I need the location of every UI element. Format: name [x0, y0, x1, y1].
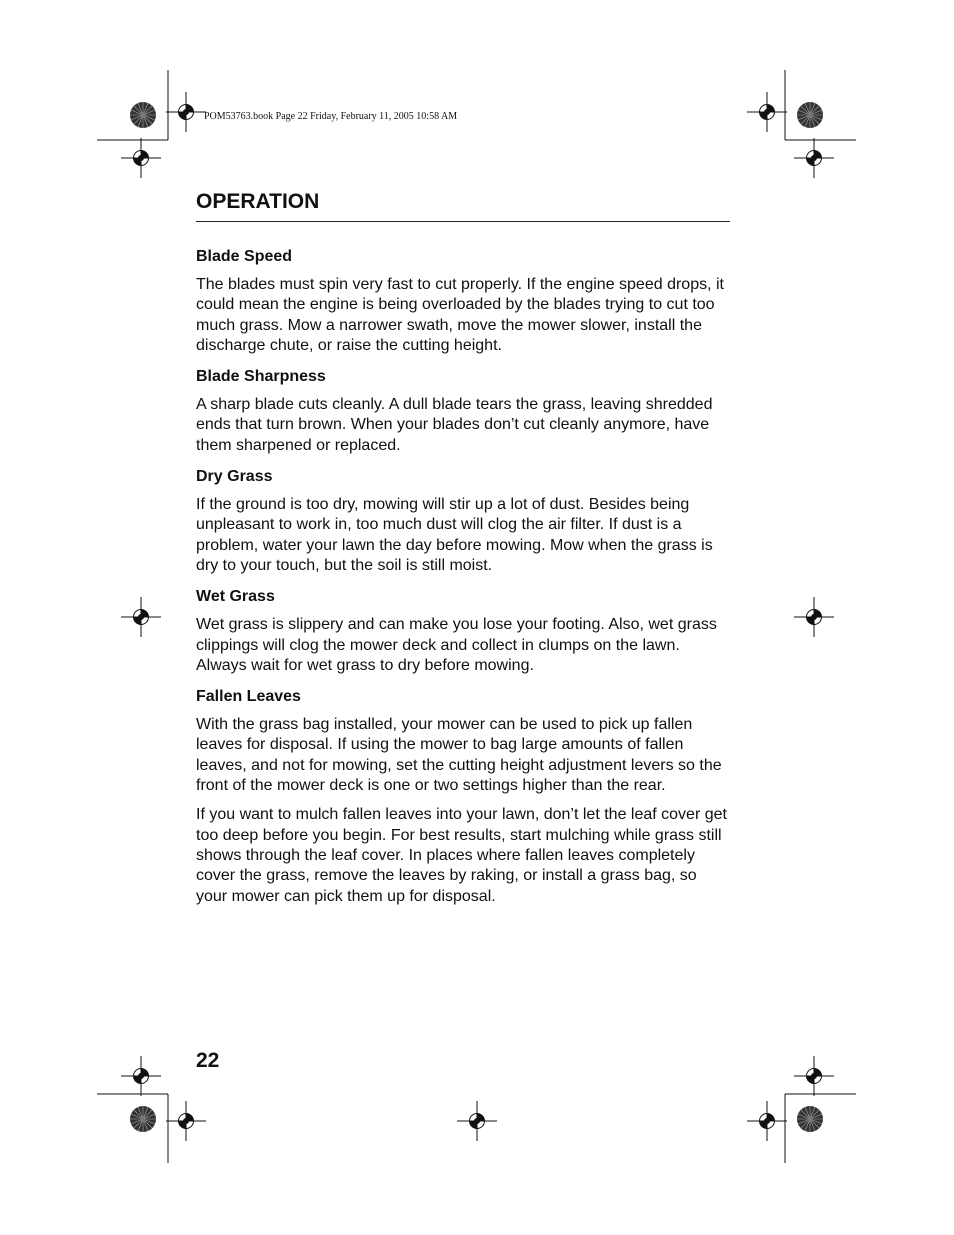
topic-fallen-leaves — [196, 687, 730, 907]
page-number: 22 — [196, 1049, 220, 1072]
page-content — [196, 188, 730, 907]
section-title: OPERATION — [196, 188, 730, 222]
topic-blade-speed — [196, 247, 730, 356]
topic-paragraph: A sharp blade cuts cleanly. A dull blade tears the grass, leaving shredded ends that turn brown. When your blades don’t cut cleanly anymore, have them sharpened or replaced. — [196, 396, 713, 454]
topic-heading: Blade Sharpness — [196, 368, 326, 386]
book-slug: POM53763.book Page 22 Friday, February 11, 2005 10:58 AM — [204, 111, 458, 122]
topic-dry-grass — [196, 467, 730, 576]
topic-heading: Blade Speed — [196, 248, 293, 265]
topic-paragraph: The blades must spin very fast to cut properly. If the engine speed drops, it could mean the engine is being overloaded by the blades trying to cut too much grass. Mow a narrower swath, move the mower slower, install the discharge chute, or raise the cutting height. — [196, 276, 724, 354]
topic-paragraph: Wet grass is slippery and can make you lose your footing. Also, wet grass clippings will clog the mower deck and collect in clumps on the lawn. Always wait for wet grass to dry before mowing. — [196, 616, 717, 674]
topic-heading: Wet Grass — [196, 588, 275, 606]
topic-heading: Dry Grass — [196, 468, 273, 486]
topic-paragraph: With the grass bag installed, your mower can be used to pick up fallen leaves for disposal. If using the mower to bag large amounts of fallen leaves, and not for mowing, set the cutting height adjustment levers so the front of the mower deck is one or two settings higher than the rear. — [196, 716, 722, 795]
topic-paragraph: If you want to mulch fallen leaves into your lawn, don’t let the leaf cover get too deep before you begin. For best results, start mulching while grass still shows through the leaf cover. In places where fallen leaves completely cover the grass, remove the leaves by raking, or install a grass bag, so your mower can pick them up for disposal. — [196, 806, 727, 905]
topic-blade-sharpness — [196, 367, 730, 456]
topic-heading: Fallen Leaves — [196, 688, 301, 706]
topic-wet-grass — [196, 587, 730, 676]
topic-paragraph: If the ground is too dry, mowing will stir up a lot of dust. Besides being unpleasant to work in, too much dust will clog the air filter. If dust is a problem, water your lawn the day before mowing. Mow when the grass is dry to your touch, but the soil is still moist. — [196, 496, 713, 574]
